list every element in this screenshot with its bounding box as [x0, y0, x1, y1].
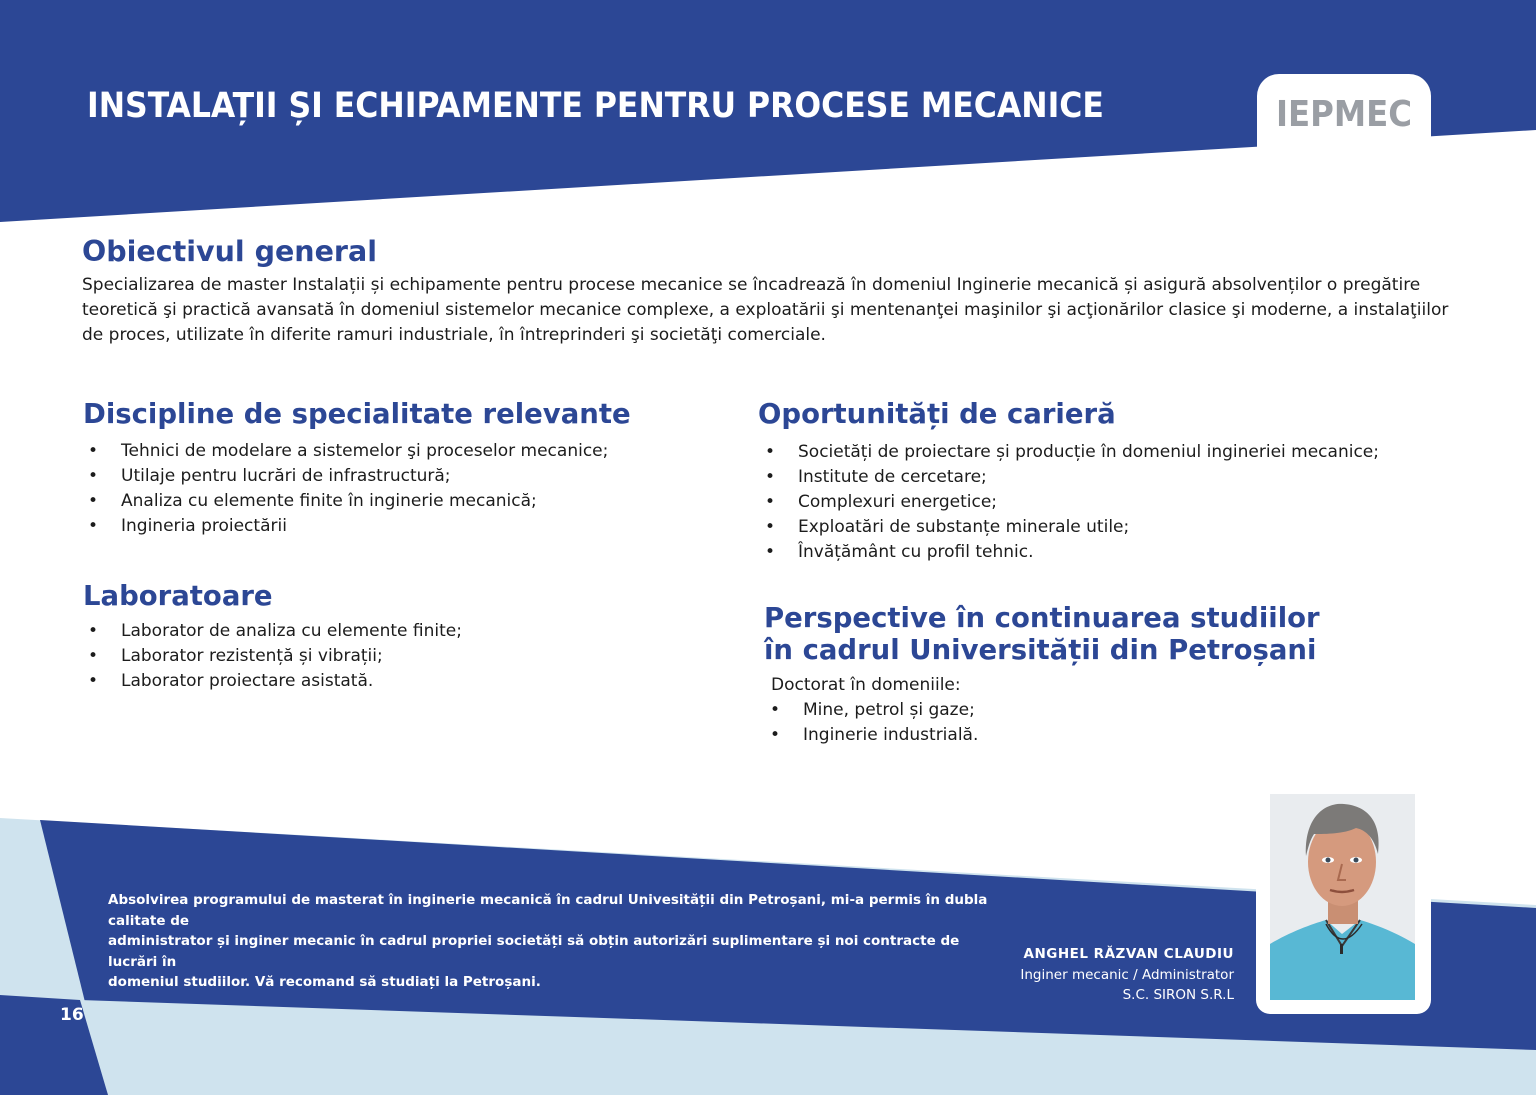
labs-heading: Laboratoare	[83, 580, 273, 612]
objective-line: de proces, utilizate în diferite ramuri industriale, în întreprinderi şi societăţi comerciale.	[82, 325, 826, 345]
perspectives-heading-line: în cadrul Universității din Petroșani	[764, 634, 1317, 666]
list-item: • Institute de cercetare;	[760, 465, 1379, 490]
author-photo	[1270, 794, 1415, 1000]
list-item: • Mine, petrol și gaze;	[765, 698, 978, 723]
list-item: • Învățământ cu profil tehnic.	[760, 540, 1379, 565]
objective-heading: Obiectivul general	[82, 235, 377, 268]
list-item: • Societăți de proiectare și producție în domeniul ingineriei mecanice;	[760, 440, 1379, 465]
perspectives-heading	[764, 602, 1364, 666]
program-code-label: IEPMEC	[1275, 94, 1413, 135]
list-item: • Tehnici de modelare a sistemelor şi proceselor mecanice;	[83, 439, 608, 464]
careers-list	[760, 440, 1379, 565]
disciplines-list	[83, 439, 608, 539]
author-photo-frame	[1256, 780, 1431, 1014]
list-item: • Inginerie industrială.	[765, 723, 978, 748]
perspectives-heading-line: Perspective în continuarea studiilor	[764, 602, 1320, 634]
labs-list	[83, 619, 462, 694]
list-item: • Ingineria proiectării	[83, 514, 608, 539]
list-item: • Analiza cu elemente finite în inginerie mecanică;	[83, 489, 608, 514]
testimonial-line: Absolvirea programului de masterat în inginerie mecanică în cadrul Univesității din Petroșani, mi-a permis în dubla calitate de	[108, 892, 988, 929]
list-item: • Exploatări de substanțe minerale utile;	[760, 515, 1379, 540]
list-item: • Laborator proiectare asistată.	[83, 669, 462, 694]
page-number: 16	[60, 1005, 84, 1025]
list-item: • Utilaje pentru lucrări de infrastructură;	[83, 464, 608, 489]
testimonial-author-name: ANGHEL RĂZVAN CLAUDIU	[1023, 946, 1234, 962]
testimonial-line: domeniul studiilor. Vă recomand să studiați la Petroșani.	[108, 974, 541, 990]
program-code-tab	[1257, 74, 1431, 150]
testimonial-author-role: Inginer mecanic / Administrator	[1020, 967, 1234, 983]
doctorate-list	[765, 698, 978, 748]
objective-line: Specializarea de master Instalații și echipamente pentru procese mecanice se încadrează în domeniul Inginerie mecanică și asigură absolvenților o pregătire	[82, 275, 1421, 295]
testimonial-quote	[108, 890, 988, 993]
disciplines-heading: Discipline de specialitate relevante	[83, 398, 631, 430]
testimonial-author-company: S.C. SIRON S.R.L	[1122, 987, 1234, 1003]
page-title: INSTALAȚII ȘI ECHIPAMENTE PENTRU PROCESE MECANICE	[87, 86, 1104, 126]
list-item: • Laborator de analiza cu elemente finite;	[83, 619, 462, 644]
doctorate-label: Doctorat în domeniile:	[771, 675, 961, 695]
list-item: • Complexuri energetice;	[760, 490, 1379, 515]
testimonial-line: administrator și inginer mecanic în cadrul propriei societăți să obțin autorizări suplimentare și noi contracte de lucrări în	[108, 933, 960, 970]
list-item: • Laborator rezistență și vibrații;	[83, 644, 462, 669]
objective-line: teoretică şi practică avansată în domeniul sistemelor mecanice complexe, a exploatării şi mentenanţei maşinilor şi acţionărilor clasice şi moderne, a instalaţiilor	[82, 300, 1449, 320]
careers-heading: Oportunități de carieră	[758, 398, 1116, 430]
objective-paragraph	[82, 273, 1462, 348]
